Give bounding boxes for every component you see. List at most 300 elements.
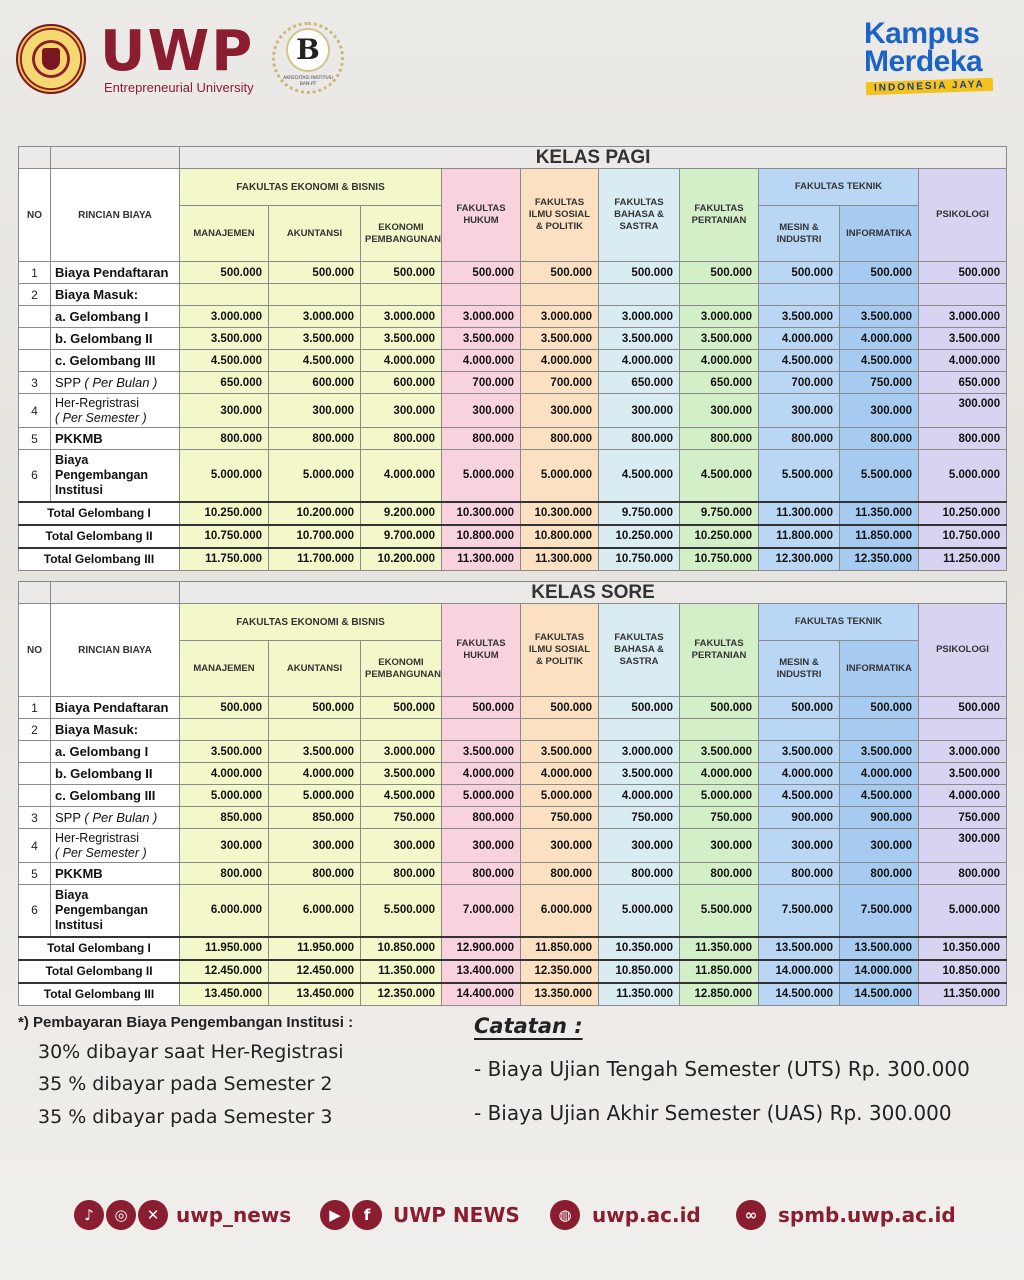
fee-cell: 4.500.000 [840, 785, 919, 807]
col-akuntansi: AKUNTANSI [269, 641, 361, 697]
fee-cell: 500.000 [919, 262, 1007, 284]
fee-cell: 5.000.000 [521, 450, 599, 502]
tiktok-icon[interactable]: ♪ [74, 1200, 104, 1230]
university-seal-logo [16, 24, 86, 94]
kelas-title: KELAS PAGI [180, 147, 1007, 169]
total-row [19, 502, 1007, 525]
fee-cell: 6.000.000 [269, 885, 361, 937]
fee-cell: 4.000.000 [180, 763, 269, 785]
fee-cell: 4.000.000 [521, 763, 599, 785]
row-label: PKKMB [51, 863, 180, 885]
pagi-body [19, 262, 1007, 571]
row-label: a. Gelombang I [51, 741, 180, 763]
row-label [51, 807, 180, 829]
row-no: 6 [19, 450, 51, 502]
fee-cell: 11.300.000 [759, 502, 840, 525]
fee-cell: 800.000 [269, 863, 361, 885]
row-no [19, 306, 51, 328]
catatan-title: Catatan : [474, 1014, 583, 1038]
fee-cell: 800.000 [680, 428, 759, 450]
fee-cell: 10.750.000 [680, 548, 759, 571]
fee-cell: 9.700.000 [361, 525, 442, 548]
row-label-line: Biaya [55, 452, 89, 467]
col-rincian: RINCIAN BIAYA [51, 604, 180, 697]
row-no: 2 [19, 284, 51, 306]
bpi-note-line: 35 % dibayar pada Semester 3 [38, 1106, 333, 1128]
fee-cell: 11.350.000 [599, 983, 680, 1006]
table-row [19, 719, 1007, 741]
row-no [19, 763, 51, 785]
fee-cell: 5.000.000 [919, 450, 1007, 502]
catatan-line: - Biaya Ujian Akhir Semester (UAS) Rp. 300.000 [474, 1101, 952, 1125]
fee-cell: 700.000 [759, 372, 840, 394]
empty-cell [269, 719, 361, 741]
fee-cell: 500.000 [180, 262, 269, 284]
total-row [19, 548, 1007, 571]
fee-cell: 4.000.000 [599, 785, 680, 807]
fee-cell: 4.000.000 [269, 763, 361, 785]
fee-cell: 4.500.000 [680, 450, 759, 502]
fee-cell: 500.000 [680, 697, 759, 719]
col-informatika: INFORMATIKA [840, 206, 919, 262]
fee-cell: 7.500.000 [759, 885, 840, 937]
col-feb: FAKULTAS EKONOMI & BISNIS [180, 604, 442, 641]
row-label-line: Institusi [55, 917, 103, 932]
empty-cell [269, 284, 361, 306]
col-isipol: FAKULTAS ILMU SOSIAL & POLITIK [521, 604, 599, 697]
fee-cell: 5.500.000 [759, 450, 840, 502]
fee-cell: 9.750.000 [680, 502, 759, 525]
fee-cell: 12.300.000 [759, 548, 840, 571]
row-no [19, 350, 51, 372]
fee-cell: 4.000.000 [919, 785, 1007, 807]
fee-cell: 3.500.000 [599, 763, 680, 785]
total-row [19, 960, 1007, 983]
fee-cell: 10.850.000 [361, 937, 442, 960]
row-no: 1 [19, 262, 51, 284]
catatan-line: - Biaya Ujian Tengah Semester (UTS) Rp. 300.000 [474, 1057, 970, 1081]
bpi-note-line: 35 % dibayar pada Semester 2 [38, 1073, 333, 1095]
fee-cell: 300.000 [919, 829, 1007, 863]
fee-cell: 4.000.000 [442, 350, 521, 372]
fee-cell: 800.000 [840, 428, 919, 450]
fee-cell: 7.500.000 [840, 885, 919, 937]
fee-cell: 5.500.000 [680, 885, 759, 937]
fee-cell: 800.000 [919, 863, 1007, 885]
fee-cell: 750.000 [599, 807, 680, 829]
indonesia-jaya-line: INDONESIA JAYA [866, 78, 993, 95]
empty-cell [521, 719, 599, 741]
sore-body [19, 697, 1007, 1006]
fee-cell: 11.350.000 [680, 937, 759, 960]
fee-cell: 13.450.000 [269, 983, 361, 1006]
row-label [51, 829, 180, 863]
fee-cell: 3.500.000 [521, 741, 599, 763]
col-informatika: INFORMATIKA [840, 641, 919, 697]
fee-cell: 750.000 [919, 807, 1007, 829]
youtube-icon[interactable]: ▶ [320, 1200, 350, 1230]
fee-cell: 3.500.000 [759, 741, 840, 763]
bpi-payment-note-title: *) Pembayaran Biaya Pengembangan Institusi : [18, 1014, 354, 1031]
row-label-main: SPP [55, 810, 81, 825]
row-label: Biaya Pendaftaran [51, 262, 180, 284]
fee-cell: 3.000.000 [269, 306, 361, 328]
fee-cell: 4.000.000 [680, 350, 759, 372]
fee-cell: 9.750.000 [599, 502, 680, 525]
fee-cell: 4.500.000 [361, 785, 442, 807]
fee-cell: 13.500.000 [759, 937, 840, 960]
fee-cell: 800.000 [599, 863, 680, 885]
fee-cell: 4.000.000 [919, 350, 1007, 372]
fee-cell: 3.500.000 [680, 741, 759, 763]
fee-cell: 800.000 [361, 428, 442, 450]
fee-cell: 800.000 [442, 428, 521, 450]
fee-cell: 11.350.000 [361, 960, 442, 983]
fee-cell: 3.500.000 [919, 763, 1007, 785]
total-label: Total Gelombang II [19, 525, 180, 548]
fee-cell: 3.500.000 [759, 306, 840, 328]
row-label-line: Pengembangan [55, 902, 149, 917]
col-manajemen: MANAJEMEN [180, 641, 269, 697]
fee-cell: 650.000 [680, 372, 759, 394]
fee-cell: 500.000 [599, 262, 680, 284]
table-row [19, 262, 1007, 284]
empty-cell [361, 719, 442, 741]
fee-cell: 3.000.000 [442, 306, 521, 328]
total-row [19, 937, 1007, 960]
fee-cell: 4.000.000 [759, 763, 840, 785]
col-pertanian: FAKULTAS PERTANIAN [680, 604, 759, 697]
fee-cell: 300.000 [919, 394, 1007, 428]
fee-cell: 300.000 [840, 829, 919, 863]
fee-cell: 500.000 [840, 697, 919, 719]
fee-cell: 500.000 [521, 697, 599, 719]
fee-cell: 3.000.000 [599, 306, 680, 328]
fee-cell: 11.300.000 [521, 548, 599, 571]
fee-cell: 800.000 [599, 428, 680, 450]
fee-cell: 10.300.000 [442, 502, 521, 525]
fee-cell: 10.700.000 [269, 525, 361, 548]
website-link[interactable]: uwp.ac.id [592, 1203, 701, 1227]
fee-cell: 600.000 [269, 372, 361, 394]
fee-cell: 800.000 [759, 863, 840, 885]
fee-cell: 10.250.000 [599, 525, 680, 548]
row-label-line: Pengembangan [55, 467, 149, 482]
fee-cell: 4.000.000 [840, 328, 919, 350]
fee-cell: 10.750.000 [599, 548, 680, 571]
empty-cell [680, 719, 759, 741]
table-row [19, 863, 1007, 885]
fee-cell: 5.000.000 [180, 450, 269, 502]
col-hukum: FAKULTAS HUKUM [442, 604, 521, 697]
col-no: NO [19, 604, 51, 697]
table-row [19, 328, 1007, 350]
col-mesin: MESIN & INDUSTRI [759, 206, 840, 262]
facebook-icon[interactable]: f [352, 1200, 382, 1230]
row-no: 1 [19, 697, 51, 719]
empty-cell [599, 719, 680, 741]
col-hukum: FAKULTAS HUKUM [442, 169, 521, 262]
empty-cell [919, 284, 1007, 306]
table-row [19, 741, 1007, 763]
fee-cell: 300.000 [680, 829, 759, 863]
fee-cell: 7.000.000 [442, 885, 521, 937]
fee-cell: 11.950.000 [269, 937, 361, 960]
col-ekonomi-pembangunan: EKONOMI PEMBANGUNAN [361, 641, 442, 697]
total-label: Total Gelombang III [19, 983, 180, 1006]
fee-cell: 800.000 [759, 428, 840, 450]
fee-cell: 5.500.000 [840, 450, 919, 502]
fee-cell: 3.000.000 [919, 306, 1007, 328]
empty-cell [919, 719, 1007, 741]
table-row [19, 306, 1007, 328]
merdeka-line: Merdeka [864, 45, 983, 78]
row-no: 6 [19, 885, 51, 937]
fee-cell: 900.000 [840, 807, 919, 829]
fee-cell: 800.000 [180, 863, 269, 885]
fee-cell: 4.000.000 [521, 350, 599, 372]
fee-cell: 4.500.000 [840, 350, 919, 372]
fee-cell: 5.000.000 [180, 785, 269, 807]
row-label: Biaya Pendaftaran [51, 697, 180, 719]
fee-cell: 900.000 [759, 807, 840, 829]
row-label-main: SPP [55, 375, 81, 390]
link-icon[interactable]: ∞ [736, 1200, 766, 1230]
fee-cell: 800.000 [442, 863, 521, 885]
fee-cell: 3.500.000 [840, 306, 919, 328]
table-row [19, 785, 1007, 807]
fee-cell: 4.000.000 [680, 763, 759, 785]
fee-cell: 500.000 [442, 262, 521, 284]
empty-cell [759, 284, 840, 306]
fee-cell: 13.400.000 [442, 960, 521, 983]
fee-cell: 800.000 [269, 428, 361, 450]
fee-cell: 3.500.000 [680, 328, 759, 350]
col-psikologi: PSIKOLOGI [919, 169, 1007, 262]
row-label: PKKMB [51, 428, 180, 450]
fee-cell: 300.000 [680, 394, 759, 428]
table-row [19, 697, 1007, 719]
fee-cell: 750.000 [840, 372, 919, 394]
fee-cell: 850.000 [180, 807, 269, 829]
row-no [19, 328, 51, 350]
fee-cell: 800.000 [521, 428, 599, 450]
fee-cell: 12.350.000 [840, 548, 919, 571]
fee-cell: 11.350.000 [919, 983, 1007, 1006]
table-row [19, 829, 1007, 863]
row-no: 4 [19, 394, 51, 428]
fee-cell: 13.500.000 [840, 937, 919, 960]
row-no: 5 [19, 863, 51, 885]
fee-cell: 5.000.000 [442, 450, 521, 502]
fee-cell: 9.200.000 [361, 502, 442, 525]
fee-cell: 10.850.000 [919, 960, 1007, 983]
fee-cell: 13.450.000 [180, 983, 269, 1006]
social-handle-link[interactable]: uwp_news [176, 1203, 292, 1227]
total-label: Total Gelombang I [19, 502, 180, 525]
empty-cell [680, 284, 759, 306]
fee-cell: 750.000 [521, 807, 599, 829]
fee-cell: 800.000 [521, 863, 599, 885]
fee-cell: 600.000 [361, 372, 442, 394]
table-row [19, 284, 1007, 306]
footer [0, 1195, 1024, 1239]
fee-table-sore [18, 581, 1007, 1006]
fee-cell: 3.000.000 [680, 306, 759, 328]
fee-cell: 3.000.000 [180, 306, 269, 328]
fee-cell: 750.000 [361, 807, 442, 829]
fee-cell: 10.300.000 [521, 502, 599, 525]
table-row [19, 428, 1007, 450]
fee-cell: 3.000.000 [361, 741, 442, 763]
fee-cell: 700.000 [521, 372, 599, 394]
fee-cell: 800.000 [442, 807, 521, 829]
fee-cell: 12.350.000 [361, 983, 442, 1006]
fee-cell: 650.000 [180, 372, 269, 394]
col-isipol: FAKULTAS ILMU SOSIAL & POLITIK [521, 169, 599, 262]
fee-cell: 850.000 [269, 807, 361, 829]
fee-cell: 3.000.000 [919, 741, 1007, 763]
fee-cell: 11.850.000 [680, 960, 759, 983]
row-label-main: Her-Regristrasi [55, 830, 140, 845]
fee-cell: 3.000.000 [521, 306, 599, 328]
fee-cell: 500.000 [361, 697, 442, 719]
fee-cell: 4.500.000 [180, 350, 269, 372]
col-teknik: FAKULTAS TEKNIK [759, 604, 919, 641]
globe-icon[interactable]: ◍ [550, 1200, 580, 1230]
row-label-extra: ( Per Semester ) [55, 410, 147, 425]
fee-cell: 3.500.000 [521, 328, 599, 350]
fee-cell: 300.000 [759, 829, 840, 863]
row-label-extra: ( Per Bulan ) [84, 810, 158, 825]
uwp-news-link[interactable]: UWP NEWS [393, 1203, 520, 1227]
fee-cell: 4.500.000 [599, 450, 680, 502]
fee-cell: 11.250.000 [919, 548, 1007, 571]
fee-cell: 3.500.000 [599, 328, 680, 350]
fee-cell: 10.750.000 [919, 525, 1007, 548]
brand-name: UWP [100, 19, 255, 84]
fee-cell: 700.000 [442, 372, 521, 394]
total-row [19, 525, 1007, 548]
fee-cell: 650.000 [919, 372, 1007, 394]
fee-cell: 12.450.000 [269, 960, 361, 983]
col-ekonomi-pembangunan: EKONOMI PEMBANGUNAN [361, 206, 442, 262]
col-bahasa: FAKULTAS BAHASA & SASTRA [599, 169, 680, 262]
fee-cell: 300.000 [840, 394, 919, 428]
col-rincian: RINCIAN BIAYA [51, 169, 180, 262]
fee-table-pagi [18, 146, 1007, 571]
fee-cell: 12.850.000 [680, 983, 759, 1006]
total-label: Total Gelombang I [19, 937, 180, 960]
bpi-note-line: 30% dibayar saat Her-Registrasi [38, 1041, 344, 1063]
table-row [19, 885, 1007, 937]
fee-cell: 10.800.000 [442, 525, 521, 548]
fee-cell: 5.000.000 [521, 785, 599, 807]
row-label: b. Gelombang II [51, 328, 180, 350]
fee-cell: 500.000 [269, 697, 361, 719]
fee-cell: 500.000 [599, 697, 680, 719]
fee-cell: 4.500.000 [269, 350, 361, 372]
fee-cell: 11.800.000 [759, 525, 840, 548]
table-row [19, 807, 1007, 829]
fee-cell: 800.000 [680, 863, 759, 885]
fee-cell: 5.000.000 [269, 450, 361, 502]
fee-cell: 3.500.000 [361, 328, 442, 350]
fee-cell: 300.000 [599, 394, 680, 428]
col-bahasa: FAKULTAS BAHASA & SASTRA [599, 604, 680, 697]
fee-cell: 14.500.000 [759, 983, 840, 1006]
row-label [51, 450, 180, 502]
fee-cell: 300.000 [521, 394, 599, 428]
fee-cell: 3.000.000 [361, 306, 442, 328]
fee-cell: 3.500.000 [442, 328, 521, 350]
row-label [51, 372, 180, 394]
fee-cell: 500.000 [759, 262, 840, 284]
fee-cell: 10.350.000 [599, 937, 680, 960]
fee-cell: 500.000 [361, 262, 442, 284]
fee-cell: 300.000 [269, 829, 361, 863]
fee-cell: 300.000 [521, 829, 599, 863]
fee-cell: 4.000.000 [759, 328, 840, 350]
fee-cell: 5.000.000 [269, 785, 361, 807]
instagram-icon[interactable]: ◎ [106, 1200, 136, 1230]
fee-cell: 6.000.000 [180, 885, 269, 937]
table-row [19, 350, 1007, 372]
empty-cell [521, 284, 599, 306]
row-label: a. Gelombang I [51, 306, 180, 328]
row-no: 4 [19, 829, 51, 863]
brand-block [100, 19, 255, 95]
row-label-extra: ( Per Semester ) [55, 845, 147, 860]
x-icon[interactable]: ✕ [138, 1200, 168, 1230]
fee-cell: 5.000.000 [599, 885, 680, 937]
row-label-extra: ( Per Bulan ) [84, 375, 158, 390]
fee-cell: 12.450.000 [180, 960, 269, 983]
fee-cell: 500.000 [840, 262, 919, 284]
fee-cell: 300.000 [442, 394, 521, 428]
fee-cell: 650.000 [599, 372, 680, 394]
fee-cell: 14.000.000 [759, 960, 840, 983]
fee-cell: 800.000 [919, 428, 1007, 450]
col-pertanian: FAKULTAS PERTANIAN [680, 169, 759, 262]
empty-cell [599, 284, 680, 306]
brand-tagline: Entrepreneurial University [104, 80, 254, 95]
table-row [19, 763, 1007, 785]
row-label [51, 394, 180, 428]
spmb-link[interactable]: spmb.uwp.ac.id [778, 1203, 956, 1227]
fee-cell: 300.000 [180, 829, 269, 863]
fee-cell: 11.850.000 [521, 937, 599, 960]
fee-cell: 3.500.000 [840, 741, 919, 763]
accreditation-badge [268, 22, 348, 96]
fee-cell: 3.500.000 [361, 763, 442, 785]
fee-cell: 11.750.000 [180, 548, 269, 571]
total-row [19, 983, 1007, 1006]
table-row [19, 394, 1007, 428]
fee-cell: 10.250.000 [919, 502, 1007, 525]
row-no [19, 785, 51, 807]
fee-cell: 300.000 [269, 394, 361, 428]
row-no: 3 [19, 372, 51, 394]
col-mesin: MESIN & INDUSTRI [759, 641, 840, 697]
table-row [19, 450, 1007, 502]
fee-cell: 14.000.000 [840, 960, 919, 983]
fee-cell: 4.000.000 [361, 350, 442, 372]
fee-cell: 500.000 [180, 697, 269, 719]
accreditation-grade: B [296, 33, 320, 66]
fee-cell: 10.200.000 [361, 548, 442, 571]
fee-cell: 4.500.000 [759, 785, 840, 807]
